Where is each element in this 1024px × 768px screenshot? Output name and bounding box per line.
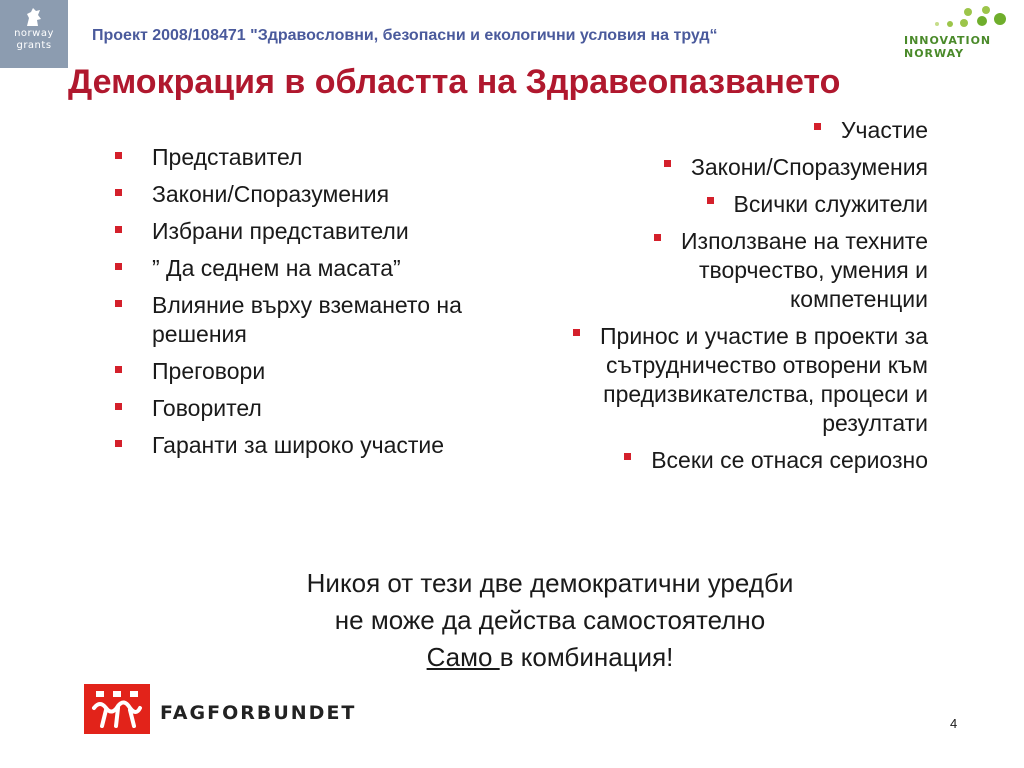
list-item-text: Избрани представители [152,218,409,244]
people-mark-icon [84,684,150,734]
norway-grants-text [0,28,68,52]
list-item [110,217,530,246]
conclusion-line-2: не може да действа самостоятелно [334,605,766,635]
norway-grants-logo [0,0,68,68]
bullet-square-icon [654,234,661,241]
list-item [110,291,530,349]
list-item [110,180,530,209]
underlined-word: Само [426,642,500,672]
list-item-text: Закони/Споразумения [152,181,390,207]
fagforbundet-text: FAGFORBUNDET [160,702,357,724]
conclusion-line-1: Никоя от тези две демократични уредби [306,568,794,598]
left-bullet-list [110,143,530,468]
list-item-text: Закони/Споразумения [690,154,928,180]
list-item-text: Говорител [152,395,262,421]
conclusion-rest: в комбинация! [499,642,674,672]
innovation-norway-text [904,34,991,60]
bullet-square-icon [115,263,122,270]
bullet-square-icon [115,440,122,447]
list-item-text: Представител [152,144,303,170]
bullet-square-icon [707,197,714,204]
bullet-square-icon [115,366,122,373]
project-title: Проект 2008/108471 "Здравословни, безопасни и екологични условия на труд“ [92,27,718,44]
dots-icon [896,4,1024,34]
logo-line-1: INNOVATION [904,34,992,47]
list-item [110,394,530,423]
list-item-text: Всеки се отнася сериозно [651,447,928,473]
list-item-text: Всички служители [733,191,928,217]
list-item-text: Гаранти за широко участие [152,432,445,458]
bullet-square-icon [115,152,122,159]
bullet-square-icon [664,160,671,167]
page-number: 4 [950,716,958,731]
fagforbundet-logo-icon [84,684,150,734]
list-item [520,322,928,438]
bullet-square-icon [573,329,580,336]
list-item [520,446,928,475]
bullet-square-icon [115,189,122,196]
slide-title: Демокрация в областта на Здравеопазването [68,63,841,101]
list-item [520,153,928,182]
bullet-square-icon [624,453,631,460]
logo-line-1: norway [14,28,54,39]
right-bullet-list [520,116,928,483]
bullet-square-icon [115,226,122,233]
list-item [110,143,530,172]
list-item [110,254,530,283]
conclusion-line-3 [150,639,950,676]
lion-emblem-icon [23,6,45,28]
bullet-square-icon [115,300,122,307]
list-item-text: Използване на техните творчество, умения и компетенции [681,228,928,312]
list-item [520,190,928,219]
list-item [110,431,530,460]
logo-line-2: grants [16,40,52,51]
conclusion-text [150,565,950,676]
list-item-text: Преговори [152,358,266,384]
list-item-text: Принос и участие в проекти за сътрудничество отворени към предизвикателства, процеси и резултати [600,323,928,436]
list-item [520,227,928,314]
innovation-norway-logo [896,4,1024,64]
list-item [520,116,928,145]
bullet-square-icon [115,403,122,410]
list-item-text: ” Да седнем на масата” [152,255,401,281]
logo-line-2: NORWAY [904,47,965,60]
bullet-square-icon [814,123,821,130]
list-item-text: Участие [840,117,928,143]
list-item [110,357,530,386]
list-item-text: Влияние върху вземането на решения [152,292,462,347]
